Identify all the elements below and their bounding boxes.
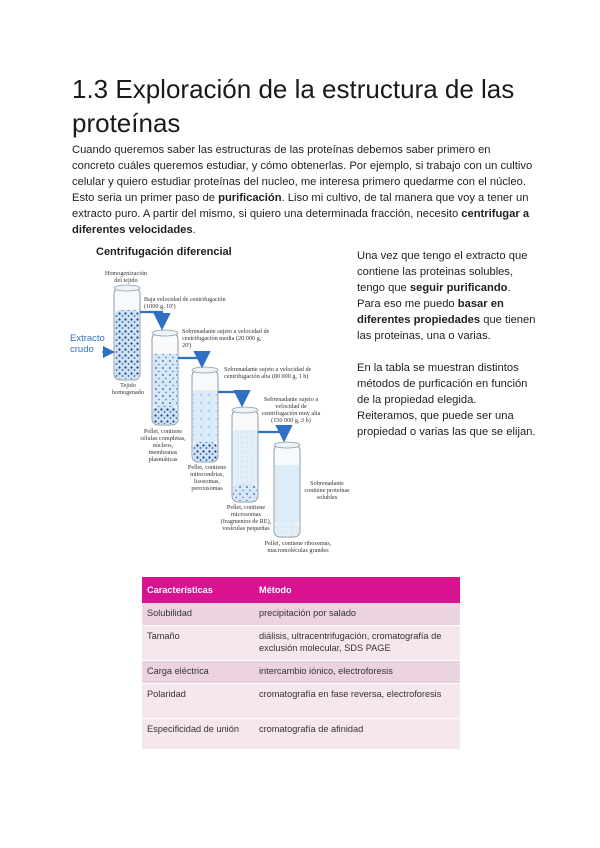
table-header-row — [142, 577, 460, 603]
label-homogenizacion: Homogenización del tejido — [104, 270, 148, 284]
header-caracteristicas: Características — [142, 577, 254, 603]
table-row — [142, 661, 460, 684]
tube-5 — [274, 442, 300, 537]
side-bold-basar: basar en diferentes propiedades — [357, 298, 504, 326]
label-sobrenadante-4: Sobrenadante contiene proteínas solubles — [304, 480, 350, 501]
side-paragraph-1 — [357, 248, 537, 344]
intro-text-2: . Liso mi cultivo, de tal manera que voy a tener un extracto puro. A partir del mismo, si quiero una determinada fracción, necesito — [72, 192, 529, 220]
side-paragraph-2: En la tabla se muestran distintos métodos de purficación en función de la propiedad elegida. Reiteramos, que puede ser una propiedad o varias las que se elijan. — [357, 362, 536, 438]
arrow-2 — [178, 358, 202, 364]
row-method: cromatografía de afinidad — [254, 719, 460, 750]
label-sobrenadante-3: Sobrenadante sujeto a velocidad de centrifugación muy alta (150 000 g, 3 h) — [261, 396, 321, 424]
arrow-4 — [258, 432, 284, 438]
row-method: cromatografía en fase reversa, electroforesis — [254, 684, 460, 719]
arrow-3 — [218, 392, 242, 403]
row-method: precipitación por salado — [254, 603, 460, 626]
side-text — [357, 248, 537, 456]
row-property: Carga eléctrica — [142, 661, 254, 684]
label-tejido: Tejido homogenado — [112, 382, 144, 396]
properties-table — [142, 577, 460, 750]
label-baja-velocidad: Baja velocidad de centrifugación (1000 g, 10') — [144, 296, 226, 310]
centrifugation-figure — [70, 240, 350, 566]
label-sobrenadante-2: Sobrenadante sujeto a velocidad de centrifugación alta (80 000 g, 1 h) — [224, 366, 312, 380]
intro-text-1: Cuando queremos saber las estructuras de las proteínas debemos saber primero en concreto cuáles queremos estudiar, y cómo obtenerlas. Por ejemplo, si trabajo con un cultivo celular y quiero estudiar proteínas del nucleo, me interesa primero quedarme con el núcleo. Esto seria un primer paso de — [72, 144, 533, 204]
side-bold-seguir: seguir purificando — [409, 282, 508, 294]
table-row — [142, 719, 460, 750]
side-text-1e: que tienen las proteinas, una o varias. — [357, 314, 536, 342]
row-method: intercambio iónico, electroforesis — [254, 661, 460, 684]
table-row — [142, 603, 460, 626]
intro-bold-centrifugar: centrifugar a diferentes velocidades — [72, 208, 530, 236]
extracto-crudo-label: Extracto crudo — [70, 333, 105, 355]
arrow-1 — [140, 312, 162, 326]
intro-bold-purificacion: purificación — [218, 192, 282, 204]
side-text-1c: . Para eso me puedo — [357, 282, 511, 310]
row-method: diálisis, ultracentrifugación, cromatografía de exclusión molecular, SDS PAGE — [254, 626, 460, 661]
tube-1 — [114, 285, 140, 380]
intro-text-3: . — [192, 224, 196, 236]
row-property: Especificidad de unión — [142, 719, 254, 750]
side-text-1a: Una vez que tengo el extracto que contiene las proteinas solubles, tengo que — [357, 250, 528, 294]
table-row — [142, 684, 460, 719]
label-sobrenadante-1: Sobrenadante sujeto a velocidad de centrifugación media (20 000 g, 20') — [182, 328, 270, 349]
label-pellet-3: Pellet, contiene microsomas (fragmentos de RE), vesículas pequeñas — [220, 504, 272, 532]
intro-paragraph — [72, 142, 534, 238]
row-property: Polaridad — [142, 684, 254, 719]
tube-3 — [192, 367, 218, 462]
label-pellet-2: Pellet, contiene mitocondrias, lisosomas, peroxisomas — [187, 464, 227, 492]
label-pellet-1: Pellet, contiene células completas, núcleos, membranas plasmáticas — [140, 428, 186, 463]
figure-title: Centrifugación diferencial — [96, 246, 232, 258]
table-row — [142, 626, 460, 661]
tube-2 — [152, 330, 178, 425]
page-title: 1.3 Exploración de la estructura de las proteínas — [72, 74, 515, 138]
row-property: Solubilidad — [142, 603, 254, 626]
tube-4 — [232, 407, 258, 502]
label-pellet-4: Pellet, contiene ribosomas, macromoléculas grandes — [264, 540, 332, 554]
row-property: Tamaño — [142, 626, 254, 661]
header-metodo: Método — [254, 577, 460, 603]
